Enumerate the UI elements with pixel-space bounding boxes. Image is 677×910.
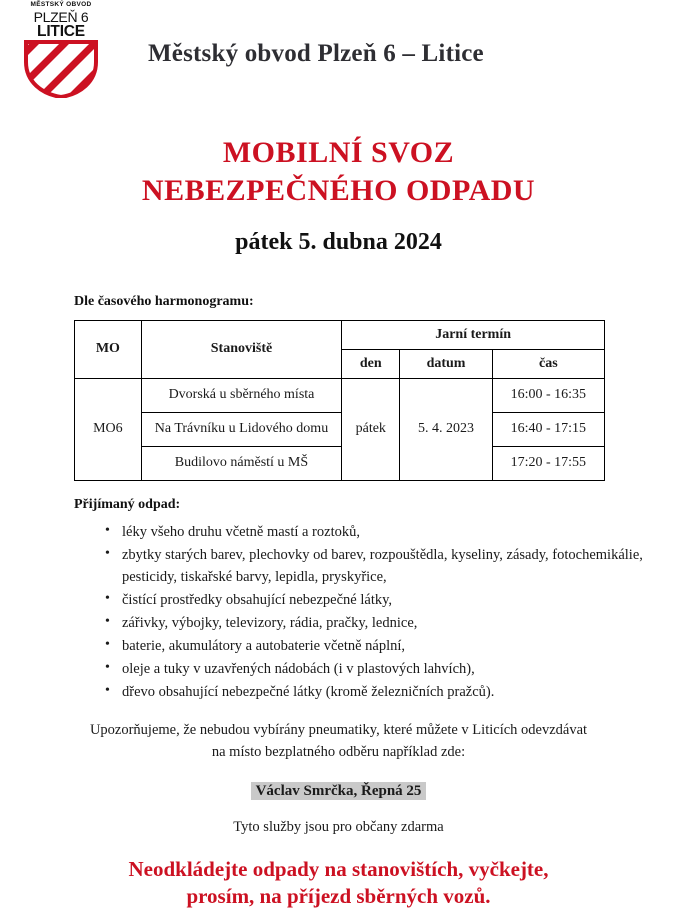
table-row [75,412,605,446]
headline-line-2: NEBEZPEČNÉHO ODPADU [141,174,536,208]
column-header-datum: datum [400,349,492,378]
final-warning [60,856,617,910]
column-header-stanoviste: Stanoviště [141,320,341,378]
column-header-den: den [342,349,400,378]
cell-datum: 5. 4. 2023 [400,378,492,480]
contact-line [0,782,677,800]
schedule-label: Dle časového harmonogramu: [74,293,254,309]
list-item: • oleje a tuky v uzavřených nádobách (i v plastových lahvích), [122,658,677,680]
table-header-row-1 [75,320,605,349]
page-header [0,0,677,108]
cell-den: pátek [342,378,400,480]
column-header-termin: Jarní termín [342,320,605,349]
logo-line-litice: LITICE [37,22,85,40]
logo-line-obvod: MĚSTSKÝ OBVOD [30,1,92,8]
list-item: • zbytky starých barev, plechovky od barev, rozpouštědla, kyseliny, zásady, fotochemikálie, pesticidy, tiskařské barvy, lepidla, pryskyřice, [122,544,677,588]
column-header-mo: MO [75,320,142,378]
headline-date: pátek 5. dubna 2024 [235,228,442,255]
list-item: • čistící prostředky obsahující nebezpečné látky, [122,589,677,611]
list-item: • baterie, akumulátory a autobaterie včetně náplní, [122,635,677,657]
list-item: • dřevo obsahující nebezpečné látky (kromě železničních pražců). [122,681,677,703]
tires-notice: Upozorňujeme, že nebudou vybírány pneumatiky, které můžete v Liticích odevzdávat na místo bezplatného odběru například zde: [89,722,588,760]
headline [0,134,677,211]
free-service-note: Tyto služby jsou pro občany zdarma [233,818,444,835]
headline-line-1: MOBILNÍ SVOZ [222,136,455,169]
column-header-cas: čas [492,349,604,378]
cell-stanoviste: Na Trávníku u Lidového domu [141,412,341,446]
table-row [75,378,605,412]
municipality-logo [22,2,100,102]
list-item: • zářivky, výbojky, televizory, rádia, pračky, lednice, [122,612,677,634]
cell-stanoviste: Dvorská u sběrného místa [141,378,341,412]
cell-mo: MO6 [75,378,142,480]
contact-name-highlight: Václav Smrčka, Řepná 25 [251,782,427,800]
accepted-waste-label: Přijímaný odpad: [74,496,181,512]
accepted-waste-section [0,497,677,703]
schedule-table-wrapper [0,320,677,481]
cell-cas: 17:20 - 17:55 [492,446,604,480]
logo-line-plzen: PLZEŇ 6 [33,8,89,25]
schedule-table [74,320,605,481]
final-warning-line-1: Neodkládejte odpady na stanovištích, vyčkejte, [128,856,549,881]
page-title: Městský obvod Plzeň 6 – Litice [148,40,484,67]
list-item: • léky všeho druhu včetně mastí a roztoků, [122,521,677,543]
accepted-waste-list [0,521,677,703]
cell-stanoviste: Budilovo náměstí u MŠ [141,446,341,480]
shield-icon [22,40,100,98]
final-warning-line-2: prosím, na příjezd sběrných vozů. [186,883,491,908]
cell-cas: 16:00 - 16:35 [492,378,604,412]
table-row [75,446,605,480]
cell-cas: 16:40 - 17:15 [492,412,604,446]
